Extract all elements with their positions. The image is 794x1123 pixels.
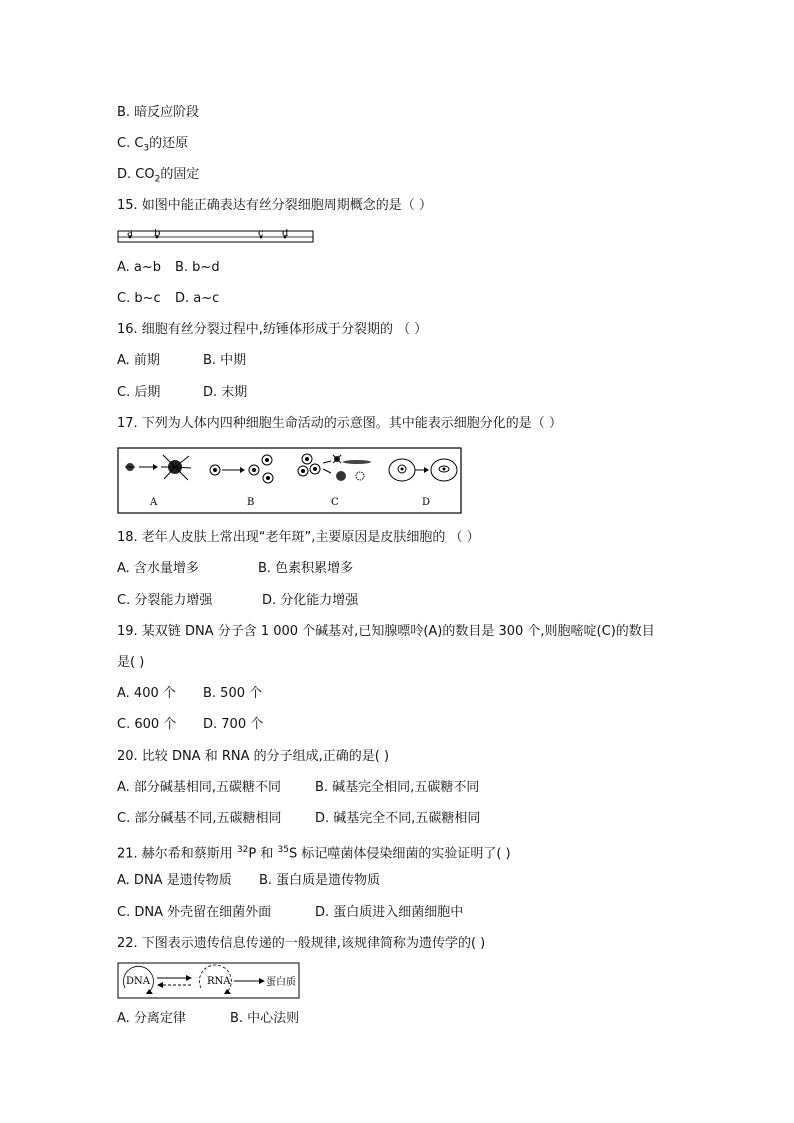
label-a: a: [127, 229, 133, 239]
q15-option-b: B. b~d: [175, 260, 220, 275]
q19-option-d: D. 700 个: [203, 717, 264, 732]
question-21: [117, 842, 511, 862]
text: S 标记噬菌体侵染细菌的实验证明了( ): [288, 846, 511, 862]
question-16: 16. 细胞有丝分裂过程中,纺锤体形成于分裂期的 （ ）: [117, 322, 428, 337]
question-17: 17. 下列为人体内四种细胞生命活动的示意图。其中能表示细胞分化的是（ ）: [117, 416, 562, 431]
q20-option-d: D. 碱基完全不同,五碳糖相同: [315, 811, 481, 826]
subscript: 2: [154, 174, 161, 185]
q21-option-d: D. 蛋白质进入细菌细胞中: [315, 905, 464, 920]
neuron-icon: [161, 455, 191, 480]
q18-option-c: C. 分裂能力增强: [117, 593, 213, 608]
q21-option-b: B. 蛋白质是遗传物质: [259, 873, 381, 888]
dna-label: DNA: [126, 976, 150, 987]
label-A: A: [150, 497, 158, 508]
q18-option-b: B. 色素积累增多: [258, 561, 354, 576]
option-b-line: B. 暗反应阶段: [117, 105, 200, 120]
q16-option-a: A. 前期: [117, 353, 160, 368]
text: C. C: [117, 136, 144, 151]
figure-15-cell-cycle: [117, 229, 315, 245]
q20-option-c: C. 部分碱基不同,五碳糖相同: [117, 811, 282, 826]
label-d: d: [282, 229, 289, 239]
figure-17-cell-activities: [117, 447, 463, 515]
question-18: 18. 老年人皮肤上常出现“老年斑”,主要原因是皮肤细胞的 （ ）: [117, 530, 480, 545]
question-19: 19. 某双链 DNA 分子含 1 000 个碱基对,已知腺嘌呤(A)的数目是 300 个,则胞嘧啶(C)的数目: [117, 624, 655, 639]
q22-option-a: A. 分离定律: [117, 1011, 186, 1026]
q19-option-a: A. 400 个: [117, 686, 176, 701]
q20-option-b: B. 碱基完全相同,五碳糖不同: [315, 780, 480, 795]
q18-option-a: A. 含水量增多: [117, 561, 199, 576]
text: P 和: [248, 846, 278, 862]
q20-option-a: A. 部分碱基相同,五碳糖不同: [117, 780, 282, 795]
protein-label: 蛋白质: [266, 977, 296, 988]
superscript: 35: [277, 845, 289, 855]
q19-option-b: B. 500 个: [203, 686, 263, 701]
question-19-cont: 是( ): [117, 655, 145, 670]
label-D: D: [422, 497, 431, 508]
label-c: c: [258, 229, 264, 239]
q15-option-d: D. a~c: [175, 291, 220, 306]
q21-option-a: A. DNA 是遗传物质: [117, 873, 232, 888]
q15-option-a: A. a~b: [117, 260, 162, 275]
q19-option-c: C. 600 个: [117, 717, 177, 732]
question-20: 20. 比较 DNA 和 RNA 的分子组成,正确的是( ): [117, 749, 390, 764]
superscript: 32: [236, 845, 249, 855]
rna-label: RNA: [207, 976, 231, 987]
option-d-line: [117, 167, 199, 188]
option-c-line: [117, 136, 188, 157]
text: 的固定: [160, 167, 200, 182]
figure-22-central-dogma: [117, 962, 301, 1000]
subscript: 3: [143, 143, 150, 154]
label-B: B: [247, 497, 255, 508]
q15-option-c: C. b~c: [117, 291, 161, 306]
q18-option-d: D. 分化能力增强: [262, 593, 359, 608]
question-22: 22. 下图表示遗传信息传递的一般规律,该规律简称为遗传学的( ): [117, 936, 486, 951]
text: D. CO: [117, 167, 155, 182]
q21-option-c: C. DNA 外壳留在细菌外面: [117, 905, 272, 920]
label-C: C: [331, 497, 339, 508]
label-b: b: [154, 229, 161, 239]
text: 21. 赫尔希和蔡斯用: [117, 846, 237, 862]
q16-option-b: B. 中期: [203, 353, 247, 368]
q16-option-d: D. 末期: [203, 385, 248, 400]
q16-option-c: C. 后期: [117, 385, 161, 400]
question-15: 15. 如图中能正确表达有丝分裂细胞周期概念的是（ ）: [117, 198, 432, 213]
q22-option-b: B. 中心法则: [230, 1011, 300, 1026]
text: 的还原: [149, 136, 189, 151]
